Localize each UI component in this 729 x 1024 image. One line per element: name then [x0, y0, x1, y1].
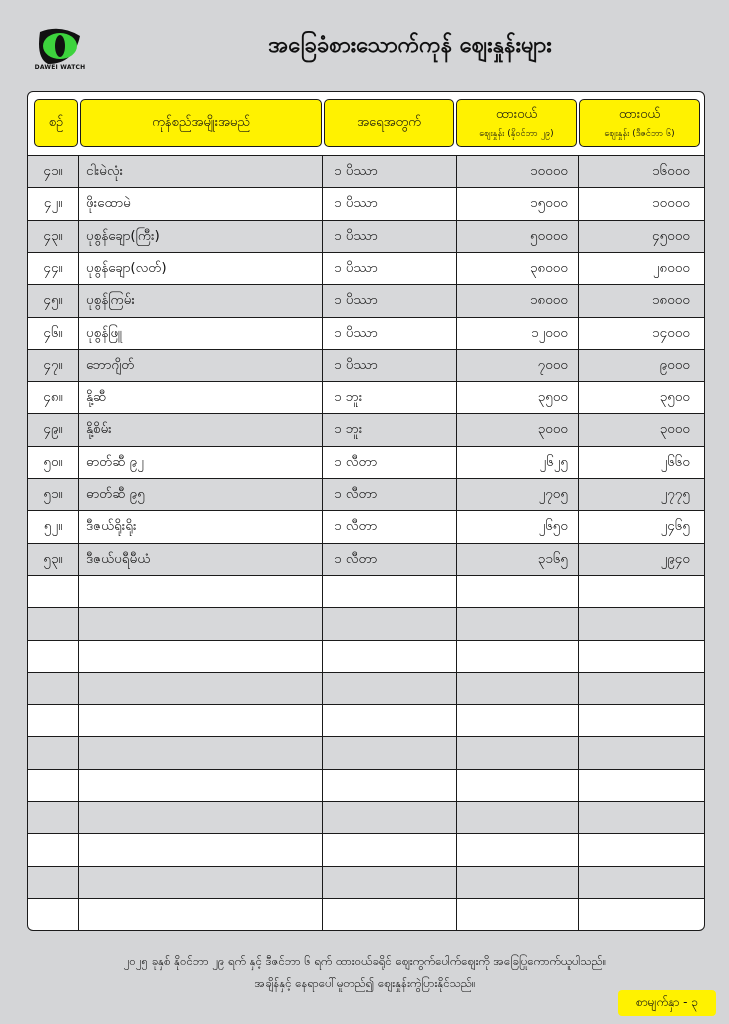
- row-unit: ၁ ပိဿာ: [334, 259, 378, 276]
- table-row: [28, 478, 704, 511]
- row-price-nov29: ၁၈၀၀၀: [529, 292, 568, 309]
- row-unit: ၁ လီတာ: [334, 518, 378, 535]
- row-price-nov29: ၁၀၀၀၀: [530, 163, 568, 179]
- row-number: ၄၆။: [43, 324, 63, 341]
- row-price-nov29: ၂၆၅၀: [538, 518, 568, 535]
- table-row: [28, 155, 704, 188]
- row-number: ၄၈။: [43, 389, 63, 406]
- row-price-nov29: ၇၀၀၀: [537, 356, 568, 373]
- column-divider: [456, 155, 457, 930]
- row-price-nov29: ၅၀၀၀၀: [530, 227, 568, 244]
- row-number: ၄၉။: [43, 421, 63, 438]
- row-number: ၄၇။: [43, 356, 63, 373]
- price-table: [27, 91, 705, 931]
- page-number-badge: [618, 990, 716, 1016]
- row-item-name: နို့ဆီ: [86, 389, 107, 406]
- row-unit: ၁ ပိဿာ: [334, 292, 378, 309]
- row-price-dec6: ၃၀၀၀: [659, 421, 690, 438]
- row-unit: ၁ ဘူး: [334, 389, 363, 406]
- row-unit: ၁ ဘူး: [334, 421, 363, 438]
- row-price-dec6: ၂၄၆၅: [660, 518, 690, 535]
- empty-row: [28, 704, 704, 737]
- row-item-name: ပုစွန်ဖြူ: [86, 324, 123, 341]
- row-number: ၅၀။: [43, 453, 63, 470]
- row-item-name: ဒီဇယ်ပရီမီယံ: [86, 550, 151, 567]
- row-number: ၄၅။: [43, 292, 63, 309]
- table-row: [28, 349, 704, 382]
- column-divider: [78, 155, 79, 930]
- empty-row: [28, 866, 704, 899]
- empty-row: [28, 575, 704, 608]
- table-row: [28, 413, 704, 446]
- row-unit: ၁ ပိဿာ: [334, 356, 378, 373]
- footer-line-2: အချိန်နှင့် နေရာပေါ်မူတည်၍ ဈေးနှုန်းကွဲပြားနိုင်သည်။: [254, 976, 476, 990]
- row-item-name: ဓာတ်ဆီ ၉၅: [86, 486, 145, 502]
- row-price-nov29: ၂၆၂၅: [539, 453, 568, 470]
- table-row: [28, 220, 704, 253]
- row-price-dec6: ၂၉၄၀: [660, 550, 690, 567]
- empty-row: [28, 801, 704, 834]
- table-row: [28, 284, 704, 317]
- row-item-name: ဒီဇယ်ရိုးရိုး: [86, 518, 137, 535]
- row-unit: ၁ ပိဿာ: [334, 227, 378, 244]
- row-price-dec6: ၂၈၀၀၀: [652, 259, 690, 276]
- brand-name: DAWEI WATCH: [34, 64, 86, 71]
- row-unit: ၁ ပိဿာ: [334, 324, 378, 341]
- row-number: ၄၃။: [43, 227, 63, 244]
- empty-row: [28, 607, 704, 640]
- row-unit: ၁ လီတာ: [334, 550, 378, 567]
- table-row: [28, 317, 704, 350]
- empty-row: [28, 833, 704, 866]
- table-row: [28, 446, 704, 479]
- row-price-nov29: ၃၀၀၀: [537, 421, 568, 438]
- row-item-name: ပုစွန်ချော(ကြီး): [86, 227, 160, 244]
- empty-row: [28, 898, 704, 931]
- table-row: [28, 187, 704, 220]
- header-price-2: [579, 99, 700, 147]
- footer-note: [40, 950, 690, 994]
- header-unit-label: အရေအတွက်: [357, 114, 421, 130]
- header-price-2-sub: ဈေးနှုန်း (ဒီဇင်ဘာ ၆): [604, 128, 675, 139]
- row-price-nov29: ၂၇၀၅: [538, 486, 568, 502]
- column-divider: [322, 155, 323, 930]
- header-no: [34, 99, 78, 147]
- page-number-label: စာမျက်နှာ - ၃: [635, 995, 699, 1009]
- empty-row: [28, 769, 704, 802]
- row-item-name: ငါးမဲလုံး: [86, 163, 124, 179]
- row-price-dec6: ၁၄၀၀၀: [652, 324, 690, 341]
- row-number: ၅၂။: [43, 518, 63, 535]
- row-price-nov29: ၃၅၀၀: [537, 389, 568, 406]
- row-unit: ၁ လီတာ: [334, 486, 378, 502]
- row-number: ၄၄။: [43, 259, 63, 276]
- row-price-dec6: ၉၀၀၀: [659, 356, 690, 373]
- header-price-1-sub: ဈေးနှုန်း (နိုဝင်ဘာ ၂၉): [479, 128, 554, 139]
- row-price-dec6: ၁၆၀၀၀: [652, 163, 690, 179]
- row-item-name: ဓာတ်ဆီ ၉၂: [86, 453, 144, 470]
- header-item: [80, 99, 322, 147]
- row-price-dec6: ၄၅၀၀၀: [652, 227, 690, 244]
- table-row: [28, 381, 704, 414]
- row-price-nov29: ၃၈၀၀၀: [529, 259, 568, 276]
- row-number: ၅၃။: [43, 550, 63, 567]
- header-item-label: ကုန်စည်အမျိုးအမည်: [152, 114, 250, 130]
- row-item-name: ဘောဂျိတ်: [86, 356, 135, 373]
- table-row: [28, 543, 704, 576]
- row-item-name: ပုစွန်ချော(လတ်): [86, 259, 167, 276]
- row-item-name: ဖိုးထောမဲ: [86, 195, 131, 212]
- empty-row: [28, 736, 704, 769]
- empty-row: [28, 672, 704, 705]
- row-price-dec6: ၂၆၆၀: [660, 453, 690, 470]
- table-row: [28, 510, 704, 543]
- row-item-name: နို့စိမ်း: [86, 421, 112, 438]
- header-no-label: စဉ်: [48, 114, 64, 130]
- row-price-nov29: ၁၂၀၀၀: [530, 324, 568, 341]
- row-price-nov29: ၃၁၆၅: [537, 550, 568, 567]
- row-price-dec6: ၃၅၀၀: [659, 389, 690, 406]
- column-divider: [578, 155, 579, 930]
- row-unit: ၁ ပိဿာ: [334, 163, 378, 179]
- row-unit: ၁ ပိဿာ: [334, 195, 378, 212]
- row-number: ၄၁။: [43, 163, 63, 179]
- footer-line-1: ၂၀၂၅ ခုနှစ် နိုဝင်ဘာ ၂၉ ရက် နှင့် ဒီဇင်ဘာ ၆ ရက် ထားဝယ်ခရိုင် ဈေးကွက်ပေါက်ဈေးကို အခြေပြုကောက်ယူပါသည်။: [123, 954, 607, 968]
- row-number: ၄၂။: [43, 195, 63, 212]
- row-unit: ၁ လီတာ: [334, 453, 378, 470]
- row-item-name: ပုစွန်ကြမ်း: [86, 292, 135, 309]
- header-price-1-title: ထားဝယ်: [495, 106, 538, 122]
- header-price-1: [456, 99, 577, 147]
- row-price-dec6: ၁၀၀၀၀: [652, 195, 690, 212]
- header-unit: [324, 99, 454, 147]
- header-price-2-title: ထားဝယ်: [618, 106, 661, 122]
- eye-logo-icon: [34, 28, 86, 68]
- page-title: အခြေခံစားသောက်ကုန် ဈေးနှုန်းများ: [268, 33, 552, 58]
- row-price-dec6: ၂၇၇၅: [660, 486, 690, 502]
- row-price-nov29: ၁၅၀၀၀: [530, 195, 568, 212]
- row-number: ၅၁။: [43, 486, 63, 502]
- empty-row: [28, 640, 704, 673]
- table-row: [28, 252, 704, 285]
- row-price-dec6: ၁၈၀၀၀: [651, 292, 690, 309]
